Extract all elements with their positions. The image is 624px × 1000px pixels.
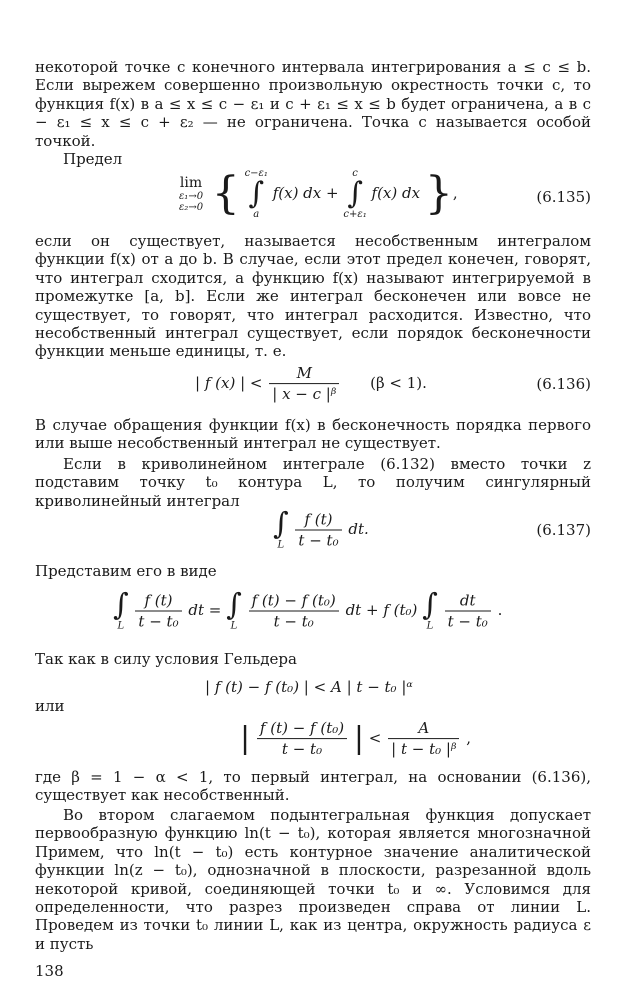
equation-6-136 bbox=[35, 362, 591, 406]
integral-lower-limit: a bbox=[253, 209, 260, 220]
equation-number: (6.135) bbox=[536, 187, 591, 206]
differential: dt. bbox=[348, 520, 369, 538]
integral-lower-limit: c+ε₁ bbox=[343, 209, 367, 220]
paragraph-5 bbox=[35, 455, 591, 510]
paragraph-text: Предел bbox=[63, 150, 123, 168]
punctuation: , bbox=[452, 184, 458, 202]
paragraph-text: или bbox=[35, 697, 65, 715]
punctuation: . bbox=[497, 601, 503, 619]
expression-part: dt + f (t₀) bbox=[345, 601, 418, 619]
paragraph-text: Представим его в виде bbox=[35, 562, 217, 580]
equation-lhs: | f (x) | < bbox=[195, 374, 263, 392]
left-brace: { bbox=[211, 168, 240, 219]
integral-lower-limit: L bbox=[277, 539, 285, 551]
denominator: t − t₀ bbox=[281, 740, 323, 759]
equation-number: (6.137) bbox=[536, 520, 591, 539]
integral-sign-icon: ∫ bbox=[226, 587, 242, 623]
integral-upper-limit: c bbox=[352, 168, 358, 179]
integral-sign-icon: ∫ bbox=[113, 587, 129, 623]
paragraph-2 bbox=[35, 150, 591, 168]
condition: (β < 1). bbox=[370, 374, 427, 392]
integral-sign-icon: ∫ bbox=[273, 506, 289, 542]
fraction bbox=[249, 591, 339, 631]
paragraph-text: некоторой точке c конечного интервала интегрирования a ≤ c ≤ b. Если вырежем совершенно произвольную окрестность точки c, то функция f(x) в a ≤ x ≤ c − ε₁ и c + ε₁ ≤ x ≤ b будет ограничена, а в c − ε₁ ≤ x ≤ c + ε₂ — не ограничена. Точка c называется особой точкой. bbox=[35, 58, 591, 150]
integral-upper-limit: c−ε₁ bbox=[244, 168, 268, 179]
numerator: f (t) − f (t₀) bbox=[257, 719, 347, 739]
numerator: f (t) − f (t₀) bbox=[249, 591, 339, 611]
numerator: dt bbox=[445, 591, 491, 611]
fraction bbox=[388, 719, 459, 759]
right-brace: } bbox=[424, 168, 453, 219]
integral-sign-icon: ∫ bbox=[347, 176, 363, 211]
limit-operator: lim bbox=[179, 175, 203, 191]
denominator: | x − c |ᵝ bbox=[272, 385, 337, 404]
paragraph-text: Если в криволинейном интеграле (6.132) вместо точки z подставим точку t₀ контура L, то получим сингулярный криволинейный интеграл bbox=[35, 455, 591, 510]
paragraph-10 bbox=[35, 806, 591, 953]
paragraph-1 bbox=[35, 58, 591, 150]
numerator: f (t) bbox=[135, 591, 181, 611]
punctuation: , bbox=[466, 729, 471, 747]
paragraph-text: Во втором слагаемом подынтегральная функция допускает первообразную функцию ln(t − t₀), которая является многозначной Примем, что ln(t − t₀) есть контурное значение аналитической функции ln(z − t₀), однозначной в плоскости, разрезанной вдоль некоторой кривой, соединяющей точки t₀ и ∞. Условимся для определенности, что разрез произведен справа от линии L. Проведем из точки t₀ линии L, как из центра, окружность радиуса ε и пусть bbox=[35, 806, 591, 953]
paragraph-text: если он существует, называется несобственным интегралом функции f(x) от a до b. В случае, если этот предел конечен, говорят, что интеграл сходится, а функцию f(x) называют интегрируемой в промежутке [a, b]. Если же интеграл бесконечен или вовсе не существует, то говорят, что интеграл расходится. Известно, что несобственный интеграл существует, если порядок бесконечности функции меньше единицы, т. е. bbox=[35, 232, 591, 361]
integral-sign-icon: ∫ bbox=[422, 587, 438, 623]
integrand: f(x) dx + bbox=[272, 184, 339, 202]
paragraph-text: В случае обращения функции f(x) в бесконечность порядка первого или выше несобственный интеграл не существует. bbox=[35, 416, 591, 453]
denominator: | t − t₀ |ᵝ bbox=[391, 740, 457, 759]
numerator: A bbox=[388, 719, 459, 739]
denominator: t − t₀ bbox=[298, 531, 339, 550]
limit-subscript: ε₂→0 bbox=[178, 202, 204, 213]
fraction bbox=[445, 591, 491, 631]
paragraph-3 bbox=[35, 232, 591, 361]
equation-holder-2 bbox=[35, 712, 591, 766]
denominator: t − t₀ bbox=[138, 612, 179, 631]
expression-part: dt = bbox=[188, 601, 222, 619]
paragraph-6 bbox=[35, 562, 591, 580]
fraction bbox=[135, 591, 181, 631]
numerator: f (t) bbox=[295, 510, 341, 530]
paragraph-text: где β = 1 − α < 1, то первый интеграл, на основании (6.136), существует как несобственный. bbox=[35, 768, 591, 805]
abs-bar: | bbox=[240, 720, 251, 756]
paragraph-7 bbox=[35, 650, 591, 668]
fraction bbox=[257, 719, 347, 759]
less-than: < bbox=[368, 729, 382, 747]
numerator: M bbox=[269, 364, 339, 384]
equation-6-135 bbox=[35, 168, 591, 226]
page-number: 138 bbox=[35, 962, 64, 980]
integral-sign-icon: ∫ bbox=[248, 176, 265, 211]
limit-subscript: ε₁→0 bbox=[178, 191, 204, 202]
equation-6-137 bbox=[35, 505, 591, 555]
paragraph-9 bbox=[35, 768, 591, 805]
integral-lower-limit: L bbox=[426, 620, 434, 632]
fraction bbox=[295, 510, 341, 550]
abs-bar: | bbox=[353, 720, 365, 756]
holder-inequality: | f (t) − f (t₀) | < A | t − t₀ |ᵅ bbox=[205, 677, 413, 696]
paragraph-4 bbox=[35, 416, 591, 453]
integral-lower-limit: L bbox=[117, 620, 125, 632]
paragraph-text: Так как в силу условия Гельдера bbox=[35, 650, 297, 668]
integrand: f(x) dx bbox=[371, 184, 421, 202]
equation-split bbox=[35, 584, 591, 638]
integral-lower-limit: L bbox=[230, 620, 238, 632]
fraction bbox=[269, 364, 339, 404]
equation-number: (6.136) bbox=[536, 374, 591, 393]
denominator: t − t₀ bbox=[447, 612, 488, 631]
denominator: t − t₀ bbox=[273, 612, 314, 631]
